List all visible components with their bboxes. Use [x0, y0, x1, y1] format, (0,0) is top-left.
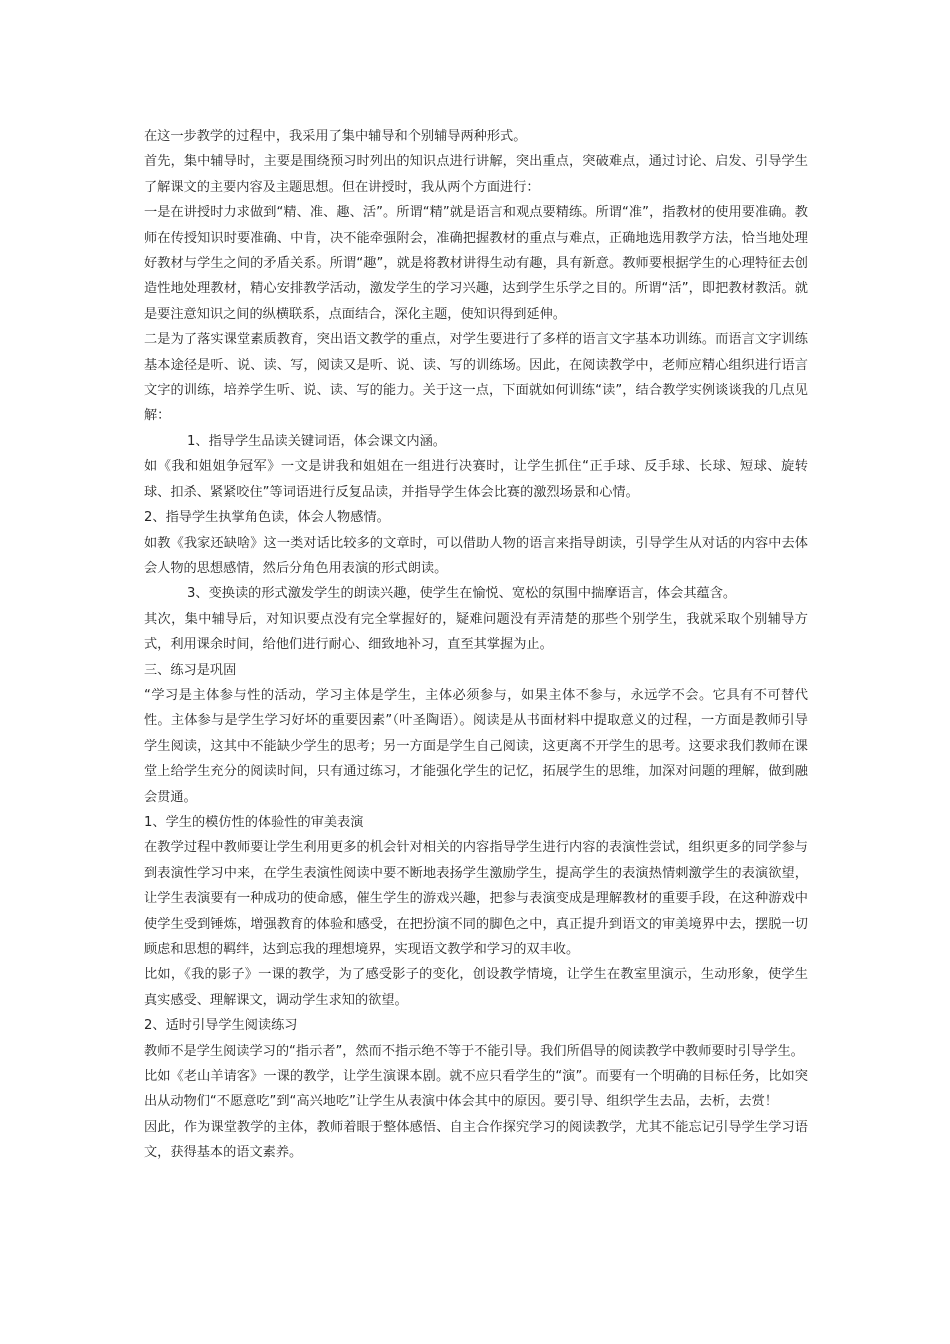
paragraph: 二是为了落实课堂素质教育，突出语文教学的重点，对学生要进行了多样的语言文字基本功训练。而语言文字训练基本途径是听、说、读、写，阅读又是听、说、读、写的训练场。因此，在阅读教学中，老师应精心组织进行语言文字的训练，培养学生听、说、读、写的能力。关于这一点，下面就如何训练“读”，结合教学实例谈谈我的几点见解： [144, 332, 808, 424]
paragraph: 如《我和姐姐争冠军》一文是讲我和姐姐在一组进行决赛时，让学生抓住“正手球、反手球、长球、短球、旋转球、扣杀、紧紧咬住”等词语进行反复品读，并指导学生体会比赛的激烈场景和心情。 [144, 459, 808, 500]
paragraph: 教师不是学生阅读学习的“指示者”，然而不指示绝不等于不能引导。我们所倡导的阅读教学中教师要时引导学生。 [144, 1043, 804, 1059]
list-item-heading: 3、变换读的形式激发学生的朗读兴趣，使学生在愉悦、宽松的氛围中揣摩语言，体会其蕴含。 [187, 586, 737, 602]
paragraph: 一是在讲授时力求做到“精、准、趣、活”。所谓“精”就是语言和观点要精练。所谓“准”，指教材的使用要准确。教师在传授知识时要准确、中肯，决不能牵强附会，准确把握教材的重点与难点，正确地选用教学方法，恰当地处理好教材与学生之间的矛盾关系。所谓“趣”，就是将教材讲得生动有趣，具有新意。教师要根据学生的心理特征去创造性地处理教材，精心安排教学活动，激发学生的学习兴趣，达到学生乐学之目的。所谓“活”，即把教材教活。就是要注意知识之间的纵横联系，点面结合，深化主题，使知识得到延伸。 [144, 205, 808, 322]
paragraph: 比如《老山羊请客》一课的教学，让学生演课本剧。就不应只看学生的“演”。而要有一个明确的目标任务，比如突出从动物们“不愿意吃”到“高兴地吃”让学生从表演中体会其中的原因。要引导、组织学生去品，去析，去赏！ [144, 1069, 808, 1110]
paragraph: 如教《我家还缺啥》这一类对话比较多的文章时，可以借助人物的语言来指导朗读，引导学生从对话的内容中去体会人物的思想感情，然后分角色用表演的形式朗读。 [144, 535, 808, 576]
paragraph: 在这一步教学的过程中，我采用了集中辅导和个别辅导两种形式。 [144, 129, 527, 144]
section-heading: 三、练习是巩固 [144, 662, 237, 678]
list-item-heading: 1、指导学生品读关键词语，体会课文内涵。 [187, 433, 446, 449]
document-body [144, 124, 808, 1166]
paragraph: 首先，集中辅导时，主要是围绕预习时列出的知识点进行讲解，突出重点，突破难点，通过讨论、启发、引导学生了解课文的主要内容及主题思想。但在讲授时，我从两个方面进行： [144, 154, 808, 195]
list-item-heading: 2、指导学生执掌角色读，体会人物感情。 [144, 510, 390, 526]
list-item-heading: 1、学生的模仿性的体验性的审美表演 [144, 814, 364, 830]
paragraph: “学习是主体参与性的活动，学习主体是学生，主体必须参与，如果主体不参与，永远学不会。它具有不可替代性。主体参与是学生学习好坏的重要因素”（叶圣陶语）。阅读是从书面材料中提取意义的过程，一方面是教师引导学生阅读，这其中不能缺少学生的思考；另一方面是学生自己阅读，这更离不开学生的思考。这要求我们教师在课堂上给学生充分的阅读时间，只有通过练习，才能强化学生的记忆，拓展学生的思维，加深对问题的理解，做到融会贯通。 [144, 687, 808, 805]
paragraph: 比如，《我的影子》一课的教学，为了感受影子的变化，创设教学情境，让学生在教室里演示，生动形象，使学生真实感受、理解课文，调动学生求知的欲望。 [144, 967, 808, 1008]
paragraph: 在教学过程中教师要让学生利用更多的机会针对相关的内容指导学生进行内容的表演性尝试，组织更多的同学参与到表演性学习中来，在学生表演性阅读中要不断地表扬学生激励学生，提高学生的表演热情刺激学生的表演欲望，让学生表演要有一种成功的使命感，催生学生的游戏兴趣，把参与表演变成是理解教材的重要手段，在这种游戏中使学生受到锤炼，增强教育的体验和感受，在把扮演不同的脚色之中，真正提升到语文的审美境界中去，摆脱一切顾虑和思想的羁绊，达到忘我的理想境界，实现语文教学和学习的双丰收。 [144, 840, 808, 957]
list-item-heading: 2、适时引导学生阅读练习 [144, 1018, 298, 1034]
paragraph: 其次，集中辅导后，对知识要点没有完全掌握好的，疑难问题没有弄清楚的那些个别学生，我就采取个别辅导方式，利用课余时间，给他们进行耐心、细致地补习，直至其掌握为止。 [144, 611, 808, 653]
paragraph: 因此，作为课堂教学的主体，教师着眼于整体感悟、自主合作探究学习的阅读教学，尤其不能忘记引导学生学习语文，获得基本的语文素养。 [144, 1119, 808, 1161]
